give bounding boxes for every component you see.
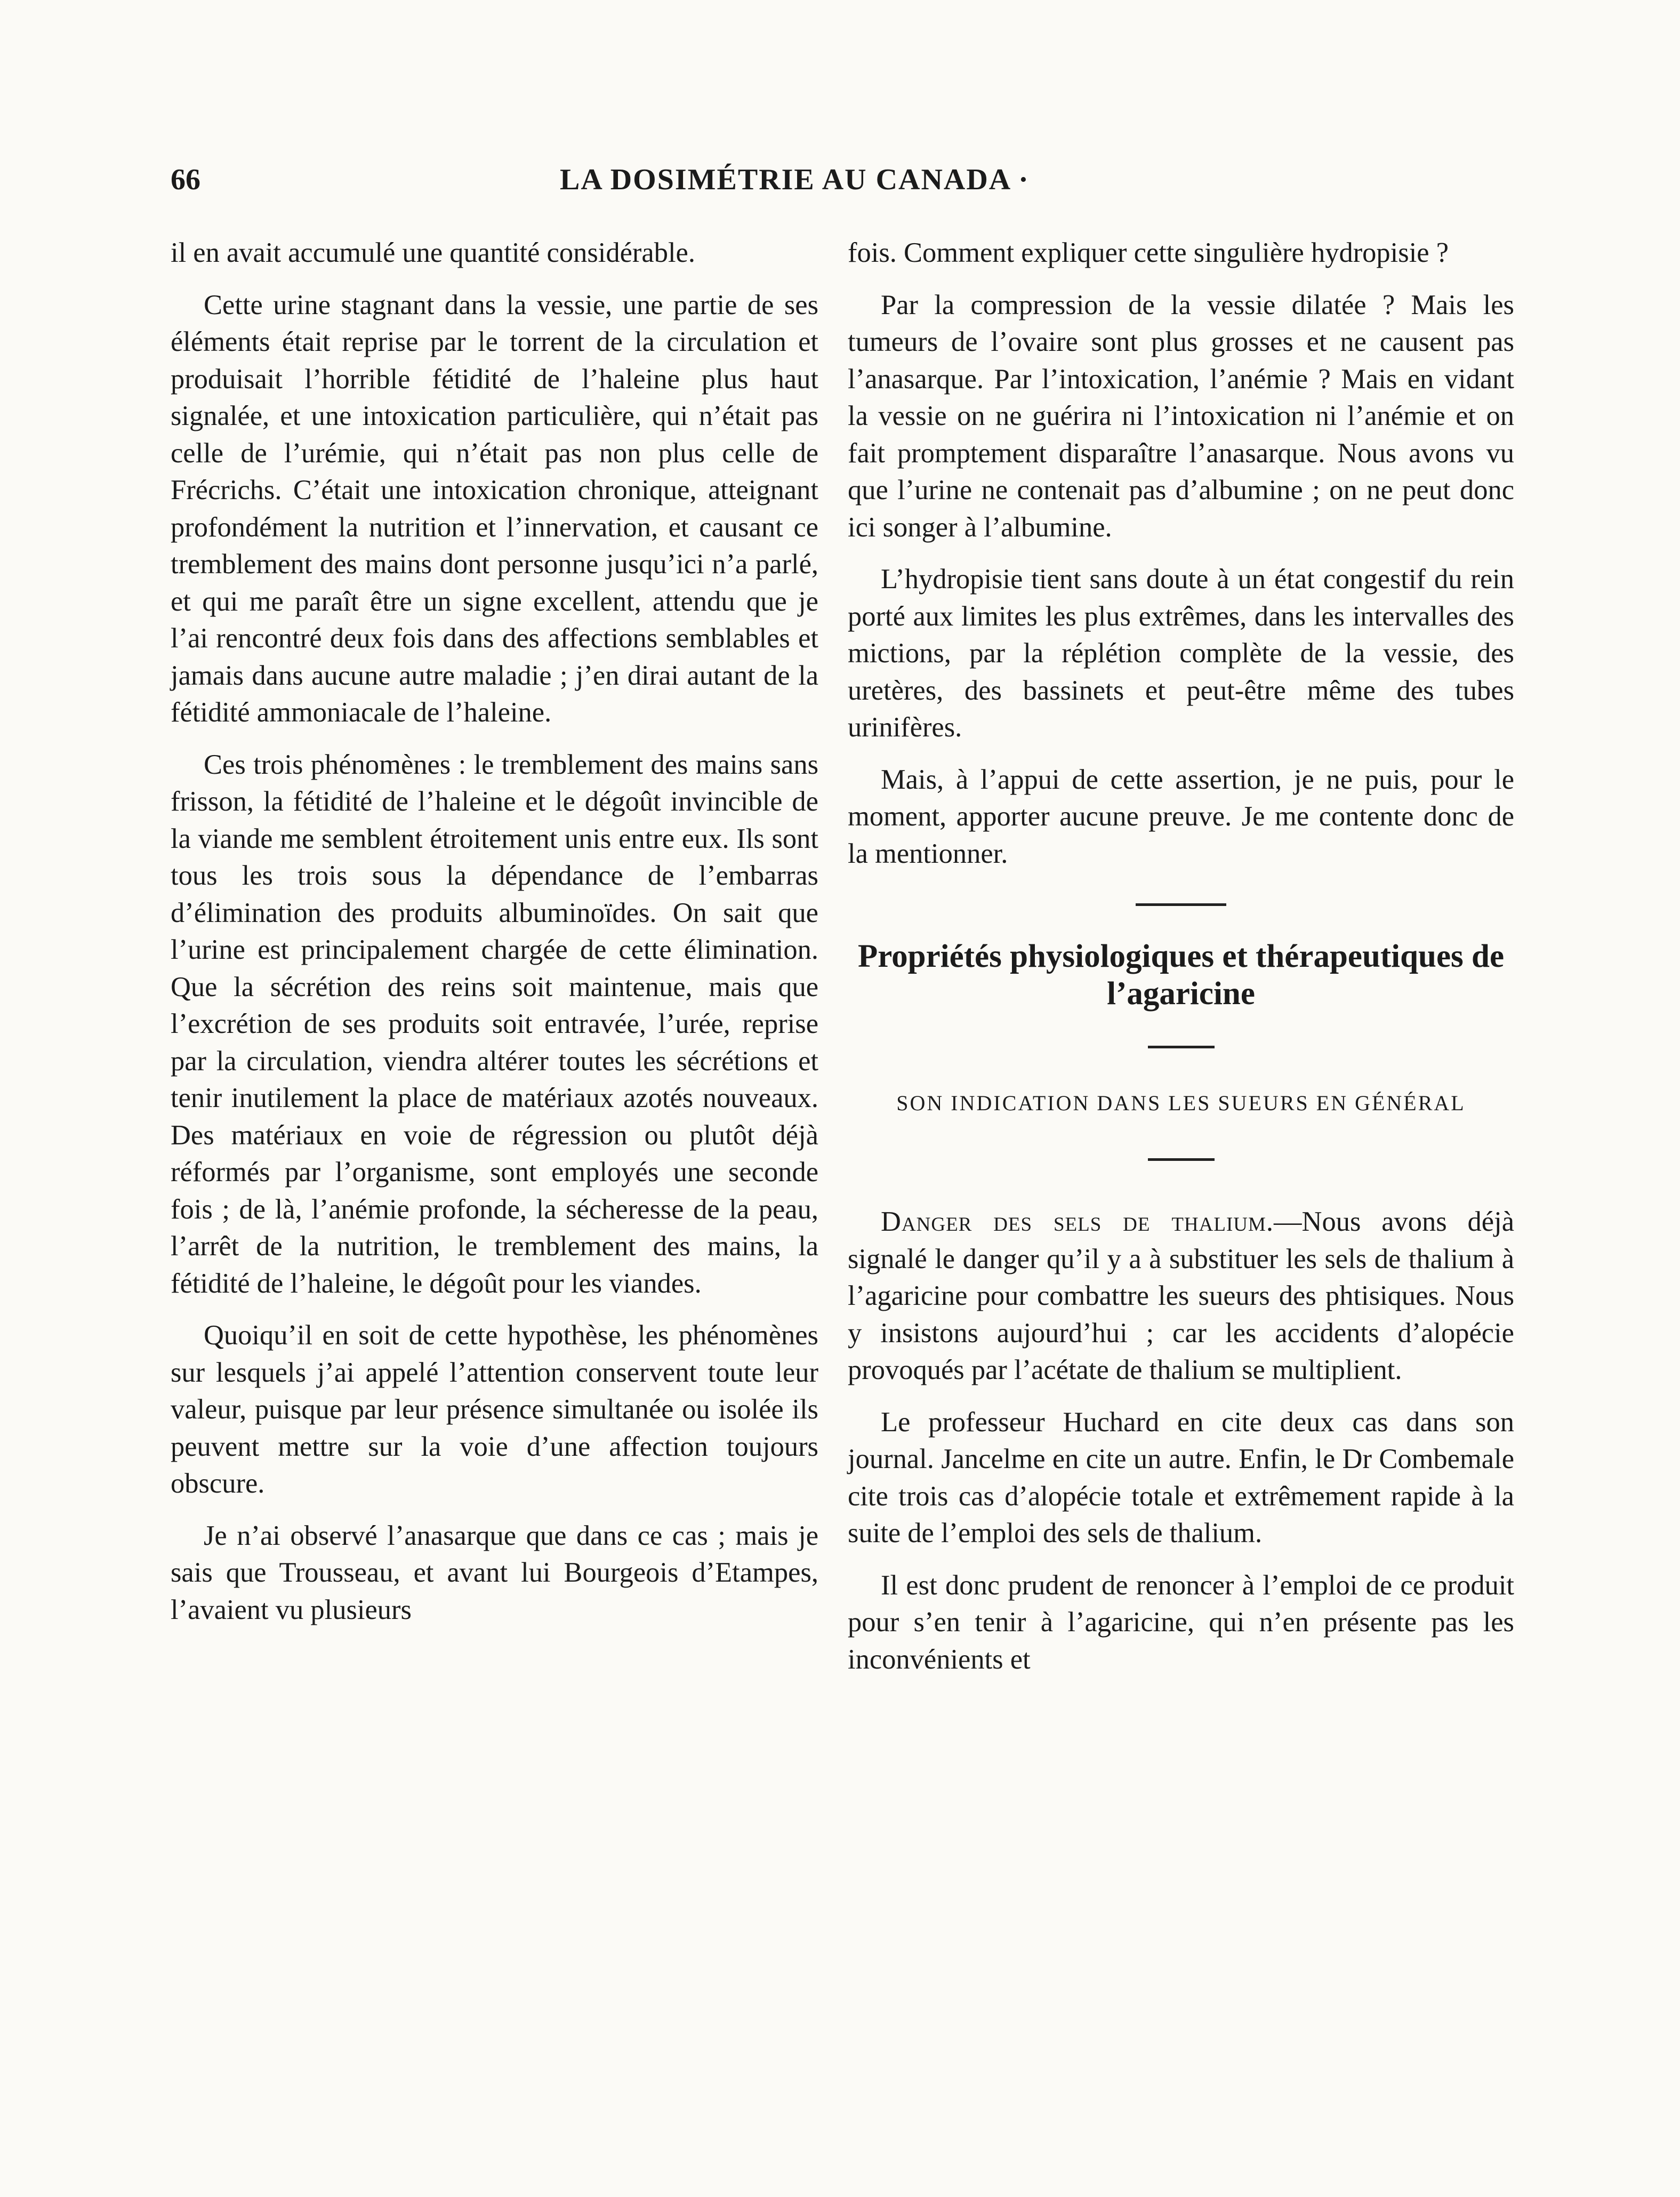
right-column	[848, 235, 1514, 1678]
left-column	[171, 235, 818, 1629]
subsection-title: SON INDICATION DANS LES SUEURS EN GÉNÉRAL	[896, 1091, 1466, 1115]
paragraph: Je n’ai observé l’anasarque que dans ce cas ; mais je sais que Trousseau, et avant lui Bourgeois d’Etampes, l’avaient vu plusieurs	[171, 1520, 818, 1625]
paragraph: Le professeur Huchard en cite deux cas dans son journal. Jancelme en cite un autre. Enfin, le Dr Combemale cite trois cas d’alopécie totale et extrêmement rapide à la suite de l’emploi des sels de thalium.	[848, 1406, 1514, 1549]
running-title: LA DOSIMÉTRIE AU CANADA ·	[560, 163, 1030, 196]
paragraph: il en avait accumulé une quantité considérable.	[171, 237, 695, 268]
lead-in: Danger des sels de thalium.	[881, 1206, 1274, 1237]
paragraph: Cette urine stagnant dans la vessie, une partie de ses éléments était reprise par le torrent de la circulation et produisait l’horrible fétidité de l’haleine plus haut signalée, et une intoxication particulière, qui n’était pas celle de l’urémie, qui n’était pas non plus celle de Frécrichs. C’était une intoxication chronique, atteignant profondément la nutrition et l’innervation, et causant ce tremblement des mains dont personne jusqu’ici n’a parlé, et qui me paraît être un signe excellent, attendu que je l’ai rencontré deux fois dans des affections semblables et jamais dans aucune autre maladie ; j’en dirai autant de la fétidité ammoniacale de l’haleine.	[171, 289, 818, 728]
paragraph: Quoiqu’il en soit de cette hypothèse, les phénomènes sur lesquels j’ai appelé l’attention conservent toute leur valeur, puisque par leur présence simultanée ou isolée ils peuvent mettre sur la voie d’une affection toujours obscure.	[171, 1320, 818, 1499]
paragraph: Il est donc prudent de renoncer à l’emploi de ce produit pour s’en tenir à l’agaricine, qui n’en présente pas les inconvénients et	[848, 1569, 1514, 1675]
page-number: 66	[171, 163, 200, 196]
paragraph: L’hydropisie tient sans doute à un état congestif du rein porté aux limites les plus extrêmes, dans les intervalles des mictions, par la réplétion complète de la vessie, des uretères, des bassinets et peut-être même des tubes urinifères.	[848, 564, 1514, 743]
paragraph: Ces trois phénomènes : le tremblement des mains sans frisson, la fétidité de l’haleine et le dégoût invincible de la viande me semblent étroitement unis entre eux. Ils sont tous les trois sous la dépendance de l’embarras d’élimination des produits albuminoïdes. On sait que l’urine est principalement chargée de cette élimination. Que la sécrétion des reins soit maintenue, mais que l’excrétion de ses produits soit entravée, l’urée, reprise par la circulation, viendra altérer toutes les sécrétions et tenir inutilement la place de matériaux azotés nouveaux. Des matériaux en voie de régression ou plutôt déjà réformés par l’organisme, sont employés une seconde fois ; de là, l’anémie profonde, la sécheresse de la peau, l’arrêt de la nutrition, le tremblement des mains, la fétidité de l’haleine, le dégoût pour les viandes.	[171, 749, 818, 1299]
lead-paragraph	[848, 1204, 1514, 1389]
paragraph: Par la compression de la vessie dilatée ? Mais les tumeurs de l’ovaire sont plus grosses et ne causent pas l’anasarque. Par l’intoxication, l’anémie ? Mais en vidant la vessie on ne guérira ni l’intoxication ni l’anémie et on fait promptement disparaître l’anasarque. Nous avons vu que l’urine ne contenait pas d’albumine ; on ne peut donc ici songer à l’albumine.	[848, 289, 1514, 543]
page-header	[171, 163, 1514, 205]
section-divider	[1136, 903, 1226, 906]
subsection-divider	[1148, 1158, 1215, 1161]
paragraph: Mais, à l’appui de cette assertion, je ne puis, pour le moment, apporter aucune preuve. Je me contente donc de la mentionner.	[848, 764, 1514, 869]
title-divider	[1148, 1046, 1215, 1048]
section-title: Propriétés physiologiques et thérapeutiques de l’agaricine	[857, 939, 1505, 1012]
paragraph: fois. Comment expliquer cette singulière hydropisie ?	[848, 237, 1449, 268]
lead-paragraph-text: —Nous avons déjà signalé le danger qu’il y a à substituer les sels de thalium à l’agaricine pour combattre les sueurs des phtisiques. Nous y insistons aujourd’hui ; car les accidents d’alopécie provoqués par l’acétate de thalium se multiplient.	[848, 1206, 1514, 1385]
